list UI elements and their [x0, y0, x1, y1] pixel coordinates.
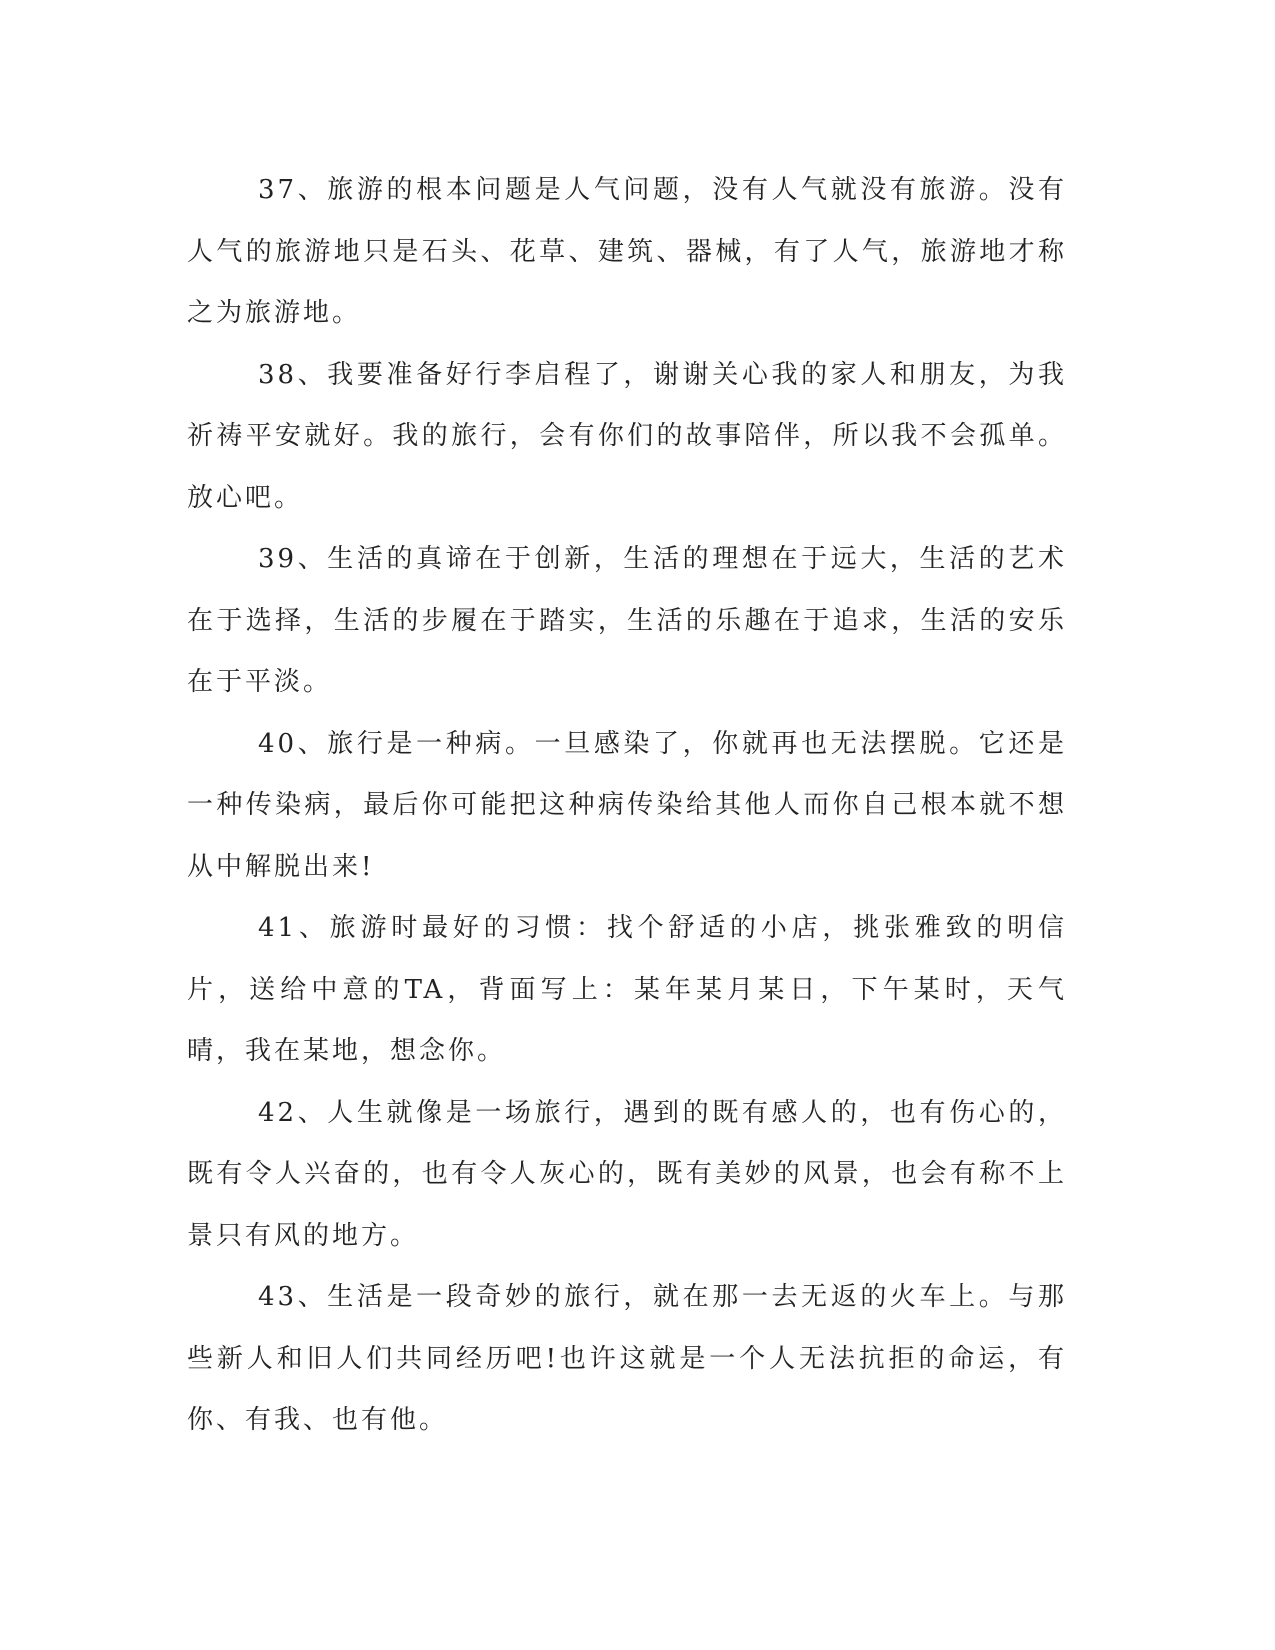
paragraph-42: 42、人生就像是一场旅行，遇到的既有感人的，也有伤心的，既有令人兴奋的，也有令人灰心的，既有美妙的风景，也会有称不上景只有风的地方。 — [187, 1097, 1067, 1251]
paragraph-41: 41、旅游时最好的习惯：找个舒适的小店，挑张雅致的明信片，送给中意的TA，背面写上：某年某月某日，下午某时，天气晴，我在某地，想念你。 — [187, 913, 1067, 1066]
document-body — [187, 160, 1067, 1452]
paragraph-40: 40、旅行是一种病。一旦感染了，你就再也无法摆脱。它还是一种传染病，最后你可能把这种病传染给其他人而你自己根本就不想从中解脱出来! — [187, 728, 1067, 882]
paragraph-43: 43、生活是一段奇妙的旅行，就在那一去无返的火车上。与那些新人和旧人们共同经历吧!也许这就是一个人无法抗拒的命运，有你、有我、也有他。 — [187, 1282, 1067, 1435]
paragraph-37: 37、旅游的根本问题是人气问题，没有人气就没有旅游。没有人气的旅游地只是石头、花草、建筑、器械，有了人气，旅游地才称之为旅游地。 — [187, 175, 1067, 328]
paragraph-39: 39、生活的真谛在于创新，生活的理想在于远大，生活的艺术在于选择，生活的步履在于踏实，生活的乐趣在于追求，生活的安乐在于平淡。 — [187, 544, 1067, 697]
paragraph-38: 38、我要准备好行李启程了，谢谢关心我的家人和朋友，为我祈祷平安就好。我的旅行，会有你们的故事陪伴，所以我不会孤单。放心吧。 — [187, 359, 1067, 513]
